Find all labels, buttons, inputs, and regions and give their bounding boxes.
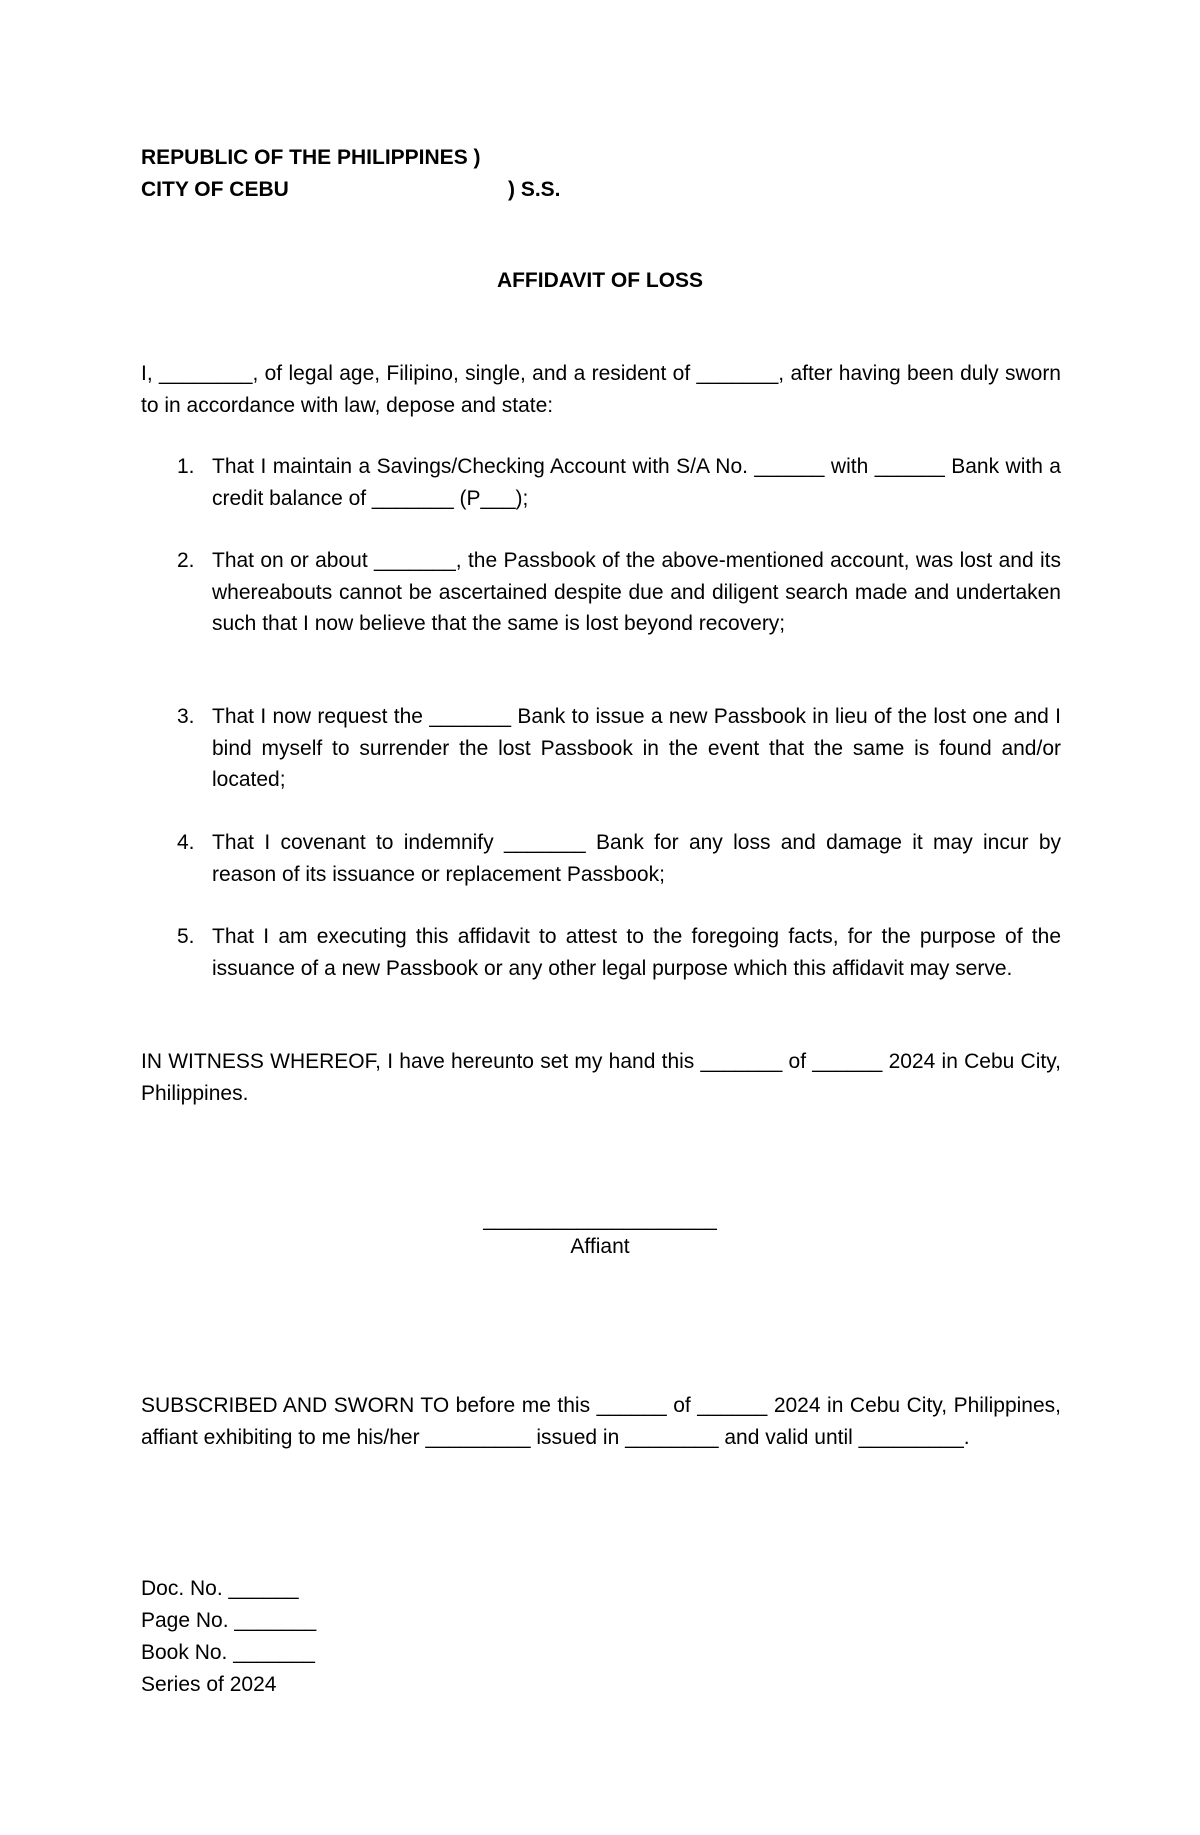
jurat-paragraph: SUBSCRIBED AND SWORN TO before me this ______ of ______ 2024 in Cebu City, Philippines, affiant exhibiting to me his/her _________ issued in ________ and valid until _________.	[141, 1394, 1061, 1449]
book-number: Book No. _______	[141, 1641, 315, 1664]
affiant-label: Affiant	[570, 1235, 630, 1258]
list-item-text: That I am executing this affidavit to attest to the foregoing facts, for the purpose of the issuance of a new Passbook or any other legal purpose which this affidavit may serve.	[212, 925, 1061, 980]
doc-number: Doc. No. ______	[141, 1577, 299, 1600]
list-item-text: That on or about _______, the Passbook of the above-mentioned account, was lost and its whereabouts cannot be ascertained despite due and diligent search made and undertaken such that I now believe that the same is lost beyond recovery;	[212, 549, 1061, 635]
list-item	[141, 701, 1061, 796]
list-item-number: 5.	[177, 925, 195, 948]
list-item-text: That I now request the _______ Bank to issue a new Passbook in lieu of the lost one and I bind myself to surrender the lost Passbook in the event that the same is found and/or located;	[212, 705, 1061, 791]
list-item	[141, 827, 1061, 890]
venue-caption	[141, 142, 561, 206]
caption-city	[141, 174, 561, 206]
list-item-number: 1.	[177, 455, 195, 478]
notarial-register	[141, 1573, 316, 1701]
list-item	[141, 545, 1061, 640]
caption-ss: ) S.S.	[508, 178, 561, 201]
document-title: AFFIDAVIT OF LOSS	[496, 269, 704, 292]
caption-city-name: CITY OF CEBU	[141, 178, 289, 201]
intro-paragraph: I, ________, of legal age, Filipino, single, and a resident of _______, after having been duly sworn to in accordance with law, depose and state:	[141, 362, 1061, 417]
list-item-text: That I maintain a Savings/Checking Account with S/A No. ______ with ______ Bank with a credit balance of _______ (P___);	[212, 455, 1061, 510]
list-item-number: 3.	[177, 705, 195, 728]
list-item-number: 4.	[177, 831, 195, 854]
list-item-text: That I covenant to indemnify _______ Bank for any loss and damage it may incur by reason of its issuance or replacement Passbook;	[212, 831, 1061, 886]
page-number: Page No. _______	[141, 1609, 317, 1632]
signature-line: ____________________	[483, 1208, 717, 1231]
witness-paragraph: IN WITNESS WHEREOF, I have hereunto set my hand this _______ of ______ 2024 in Cebu City, Philippines.	[141, 1050, 1061, 1105]
caption-republic: REPUBLIC OF THE PHILIPPINES )	[141, 146, 481, 169]
list-item-number: 2.	[177, 549, 195, 572]
series-year: Series of 2024	[141, 1673, 277, 1696]
list-item	[141, 921, 1061, 984]
list-item	[141, 451, 1061, 514]
